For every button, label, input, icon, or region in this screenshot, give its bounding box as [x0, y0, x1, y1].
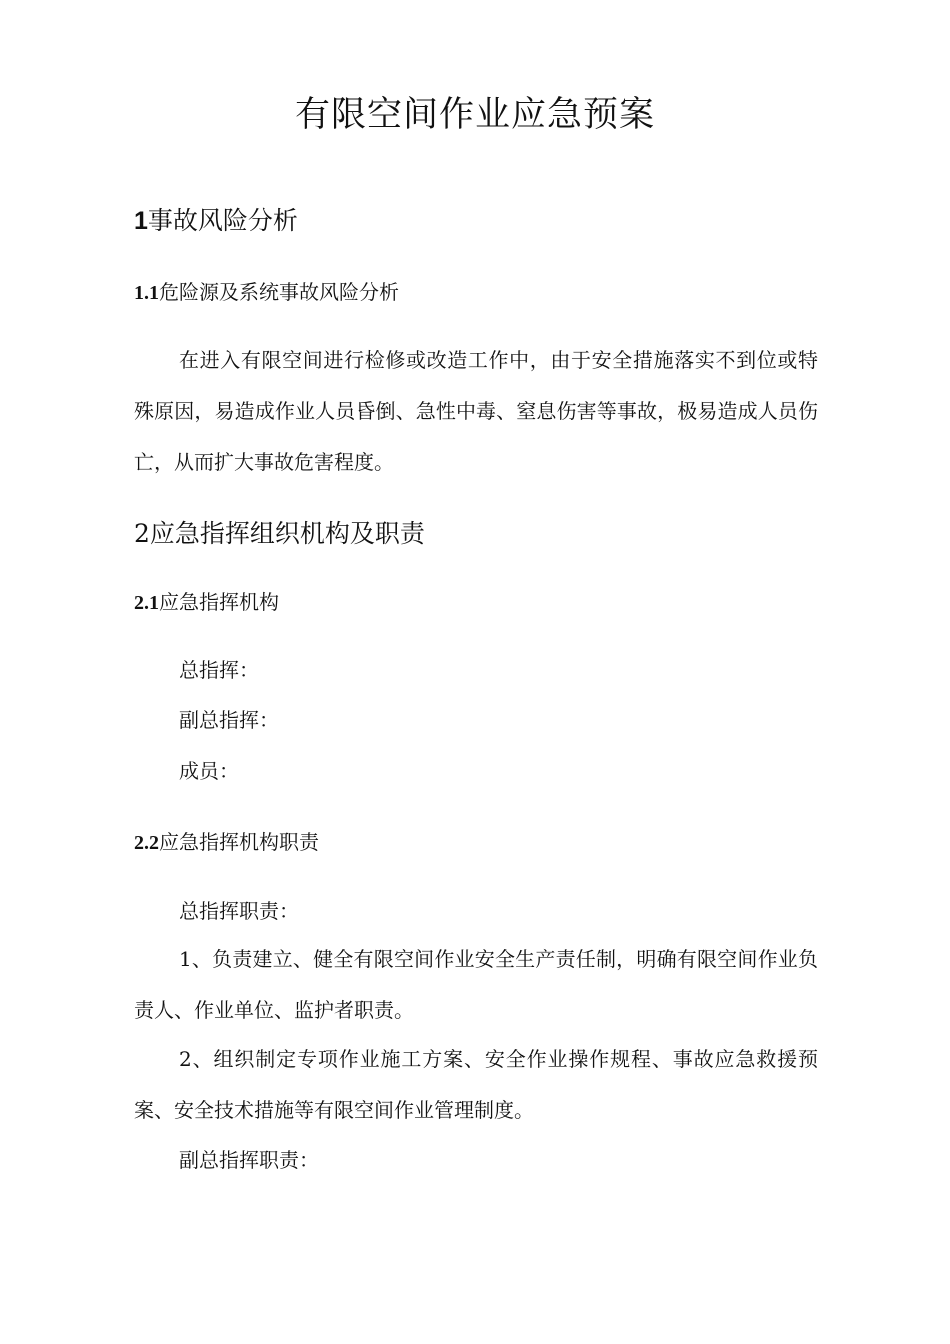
- risk-analysis-paragraph: 在进入有限空间进行检修或改造工作中，由于安全措施落实不到位或特殊原因，易造成作业人员昏倒、急性中毒、窒息伤害等事故，极易造成人员伤亡，从而扩大事故危害程度。: [134, 348, 818, 474]
- chief-duty-item-2: 2、组织制定专项作业施工方案、安全作业操作规程、事故应急救援预案、安全技术措施等有限空间作业管理制度。: [134, 1047, 818, 1122]
- section-2-2-heading: [134, 828, 319, 857]
- chief-duties-label: 总指挥职责：: [179, 899, 299, 923]
- section-1-1-number: 1.1: [134, 282, 159, 304]
- role-deputy: 副总指挥：: [179, 708, 279, 732]
- section-1-number: 1: [134, 207, 148, 235]
- section-1-1-heading: [134, 278, 399, 307]
- document-title: 有限空间作业应急预案: [294, 95, 655, 135]
- section-1-title: 事故风险分析: [147, 206, 298, 235]
- section-2-heading: 2应急指挥组织机构及职责: [134, 519, 425, 548]
- section-2-1-number: 2.1: [134, 592, 159, 614]
- deputy-duties-label: 副总指挥职责：: [179, 1148, 319, 1172]
- chief-duty-item-1: 1、负责建立、健全有限空间作业安全生产责任制，明确有限空间作业负责人、作业单位、监护者职责。: [134, 947, 818, 1022]
- section-2-2-number: 2.2: [134, 832, 159, 854]
- section-1-heading: [134, 204, 298, 238]
- section-2-2-title: 应急指挥机构职责: [159, 830, 319, 854]
- section-2-1-heading: [134, 588, 279, 617]
- role-chief: 总指挥：: [179, 658, 259, 682]
- section-1-1-title: 危险源及系统事故风险分析: [159, 280, 399, 304]
- role-members: 成员：: [179, 759, 239, 783]
- section-2-1-title: 应急指挥机构: [159, 590, 279, 614]
